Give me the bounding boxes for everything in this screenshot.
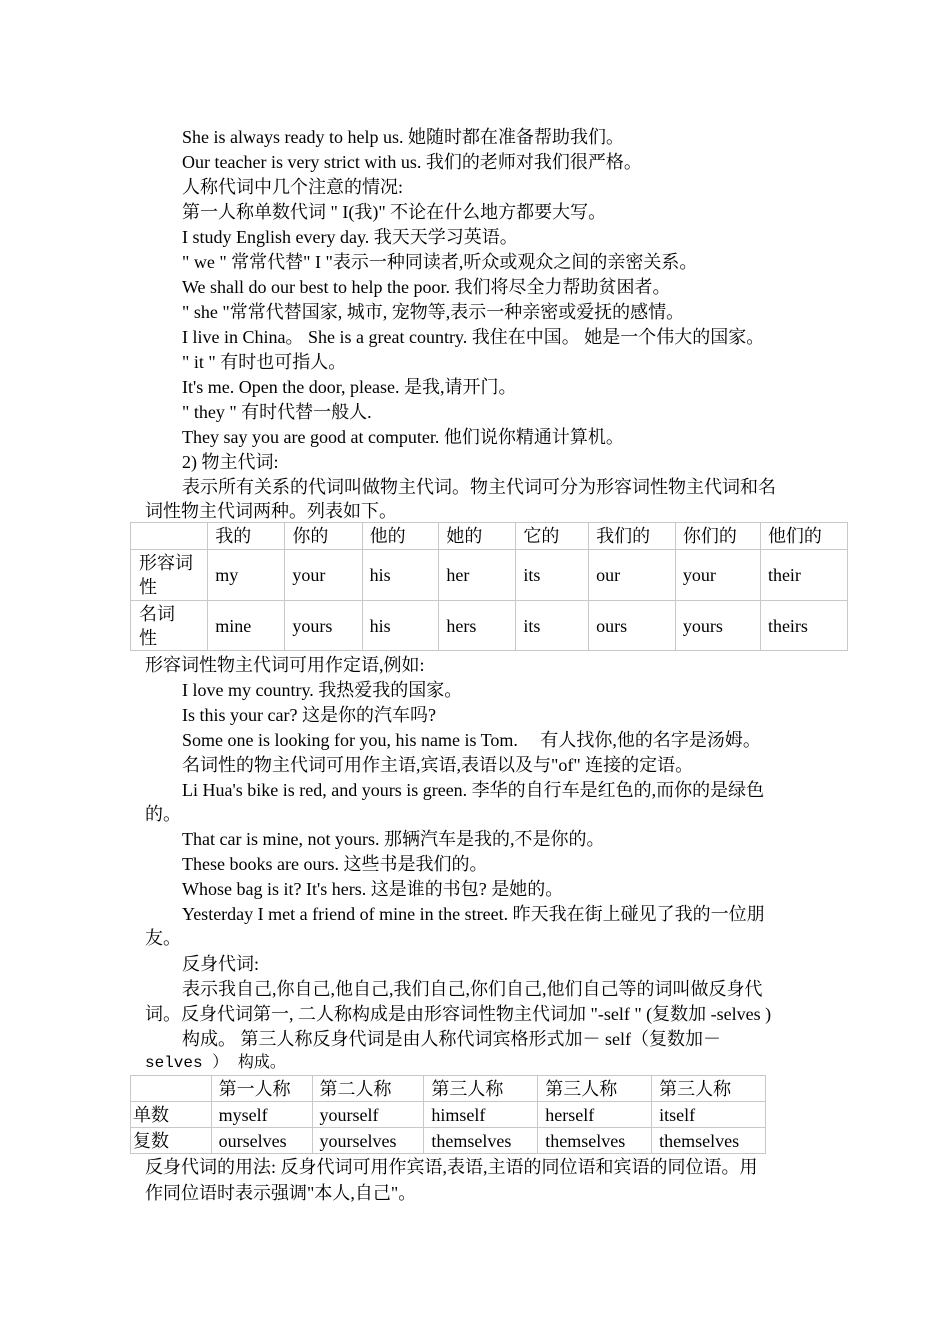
text-line: 友。 [145, 928, 181, 948]
text-line: " she "常常代替国家, 城市, 宠物等,表示一种亲密或爱抚的感情。 [182, 302, 685, 322]
text-line: She is always ready to help us. 她随时都在准备帮助我们。 [182, 127, 624, 147]
table-cell: yourself [312, 1102, 424, 1128]
table-cell: hers [439, 601, 516, 651]
table-cell: 第一人称 [211, 1076, 312, 1102]
text-line: " we " 常常代替" I "表示一种同读者,听众或观众之间的亲密关系。 [182, 252, 698, 272]
table-cell: your [285, 550, 362, 601]
text-line: That car is mine, not yours. 那辆汽车是我的,不是你的。 [182, 829, 605, 849]
table-cell: your [675, 550, 760, 601]
text-line: Li Hua's bike is red, and yours is green. 李华的自行车是红色的,而你的是绿色 [182, 780, 765, 800]
table-row [131, 1128, 766, 1154]
text-line: 第一人称单数代词 " I(我)" 不论在什么地方都要大写。 [182, 202, 607, 222]
table-cell: herself [538, 1102, 652, 1128]
table-cell: 第三人称 [652, 1076, 766, 1102]
text-line: They say you are good at computer. 他们说你精通计算机。 [182, 427, 624, 447]
table-cell: his [362, 550, 439, 601]
table-cell: itself [652, 1102, 766, 1128]
table-cell: her [439, 550, 516, 601]
table-cell: themselves [424, 1128, 538, 1154]
table-cell: my [208, 550, 285, 601]
text-line: Is this your car? 这是你的汽车吗? [182, 705, 436, 725]
text-line: I study English every day. 我天天学习英语。 [182, 227, 518, 247]
table-cell: 我们的 [589, 523, 676, 550]
table-cell: our [589, 550, 676, 601]
table-cell: theirs [760, 601, 847, 651]
table-cell: 他们的 [760, 523, 847, 550]
table-cell: yours [675, 601, 760, 651]
text-line: 词性物主代词两种。列表如下。 [145, 501, 397, 521]
table-cell: their [760, 550, 847, 601]
text-line: " it " 有时也可指人。 [182, 352, 347, 372]
text-line: Whose bag is it? It's hers. 这是谁的书包? 是她的。 [182, 879, 564, 899]
text-line: These books are ours. 这些书是我们的。 [182, 854, 488, 874]
text-line: 的。 [145, 804, 181, 824]
text-line: 构成。 第三人称反身代词是由人称代词宾格形式加－ self（复数加－ [182, 1029, 721, 1049]
table-cell: yourselves [312, 1128, 424, 1154]
text-line: Some one is looking for you, his name is Tom. 有人找你,他的名字是汤姆。 [182, 730, 761, 750]
table-row-label: 形容词性 [131, 550, 208, 601]
text-line: 人称代词中几个注意的情况: [182, 177, 403, 197]
text-line: 作同位语时表示强调"本人,自己"。 [145, 1183, 417, 1203]
table-cell: themselves [538, 1128, 652, 1154]
text-line: We shall do our best to help the poor. 我们将尽全力帮助贫困者。 [182, 277, 671, 297]
table-cell [131, 1076, 212, 1102]
table-header-row [131, 523, 848, 550]
text-line: I love my country. 我热爱我的国家。 [182, 680, 463, 700]
table-row [131, 1102, 766, 1128]
text-line: Yesterday I met a friend of mine in the street. 昨天我在街上碰见了我的一位朋 [182, 904, 765, 924]
text-line: 形容词性物主代词可用作定语,例如: [145, 655, 425, 675]
table-cell: his [362, 601, 439, 651]
table-row-label: 复数 [131, 1128, 212, 1154]
text-line: Our teacher is very strict with us. 我们的老师对我们很严格。 [182, 152, 642, 172]
text-line: It's me. Open the door, please. 是我,请开门。 [182, 377, 517, 397]
reflexive-pronoun-table [130, 1075, 766, 1154]
table-row [131, 601, 848, 651]
text-line: 名词性的物主代词可用作主语,宾语,表语以及与"of" 连接的定语。 [182, 755, 694, 775]
table-row [131, 550, 848, 601]
table-cell: ours [589, 601, 676, 651]
table-row-label: 名词性 [131, 601, 208, 651]
table-cell: 它的 [516, 523, 589, 550]
possessive-pronoun-table [130, 522, 848, 651]
table-cell: 我的 [208, 523, 285, 550]
text-line: 反身代词的用法: 反身代词可用作宾语,表语,主语的同位语和宾语的同位语。用 [145, 1157, 758, 1177]
table-cell: 你们的 [675, 523, 760, 550]
table-cell: themselves [652, 1128, 766, 1154]
section-heading: 反身代词: [182, 954, 260, 974]
table-cell: 他的 [362, 523, 439, 550]
table-cell: ourselves [211, 1128, 312, 1154]
table-cell: mine [208, 601, 285, 651]
section-heading: 2) 物主代词: [182, 452, 279, 472]
table-cell: 第三人称 [538, 1076, 652, 1102]
text-line: 表示所有关系的代词叫做物主代词。物主代词可分为形容词性物主代词和名 [182, 477, 776, 497]
table-cell [131, 523, 208, 550]
text-line: " they " 有时代替一般人. [182, 402, 372, 422]
table-row-label: 单数 [131, 1102, 212, 1128]
table-cell: 你的 [285, 523, 362, 550]
table-header-row [131, 1076, 766, 1102]
table-cell: 她的 [439, 523, 516, 550]
table-cell: 第三人称 [424, 1076, 538, 1102]
text-line: I live in China。 She is a great country. 我住在中国。 她是一个伟大的国家。 [182, 327, 765, 347]
text-line: selves ） 构成。 [145, 1054, 286, 1072]
text-line: 词。反身代词第一, 二人称构成是由形容词性物主代词加 "-self " (复数加 -selves ) [145, 1004, 772, 1024]
text-line: 表示我自己,你自己,他自己,我们自己,你们自己,他们自己等的词叫做反身代 [182, 979, 763, 999]
table-cell: himself [424, 1102, 538, 1128]
table-cell: its [516, 601, 589, 651]
table-cell: 第二人称 [312, 1076, 424, 1102]
table-cell: its [516, 550, 589, 601]
table-cell: myself [211, 1102, 312, 1128]
table-cell: yours [285, 601, 362, 651]
